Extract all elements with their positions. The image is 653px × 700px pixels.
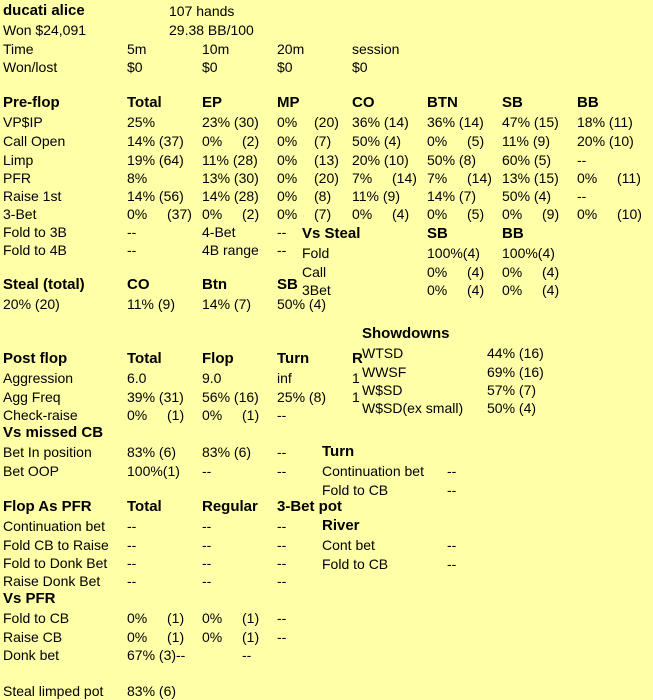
won-lost-5m: $0	[127, 59, 143, 75]
stat-count: (11)	[617, 170, 641, 186]
stat-value: 69% (16)	[487, 364, 544, 380]
stat-value: 14% (7)	[427, 188, 477, 204]
stat-value: 11% (9)	[127, 296, 175, 312]
preflop-col-ep: EP	[202, 94, 223, 111]
missed-cb-title: Vs missed CB	[3, 424, 104, 441]
stat-label: Fold to 3B	[3, 224, 67, 240]
stat-count: (1)	[167, 610, 185, 626]
stat-value: 0%	[202, 629, 223, 645]
postflop-col-flop: Flop	[202, 350, 234, 367]
flop-as-pfr-col-3bet: 3-Bet pot	[277, 498, 342, 515]
preflop-title: Pre-flop	[3, 94, 60, 111]
stat-count: (4)	[542, 264, 560, 280]
stat-label: 3Bet	[302, 282, 331, 298]
flop-as-pfr-col-regular: Regular	[202, 498, 258, 515]
stat-label: Check-raise	[3, 407, 78, 423]
stat-label: W$SD(ex small)	[362, 400, 464, 416]
stat-value: 0%	[127, 407, 148, 423]
stat-value: 14% (56)	[127, 188, 184, 204]
stat-value: 9.0	[202, 370, 222, 386]
won-lost-label: Won/lost	[3, 59, 58, 75]
stat-value: 14% (37)	[127, 133, 184, 149]
stat-value: 19% (64)	[127, 152, 184, 168]
stat-count: (1)	[242, 629, 260, 645]
stat-label: Fold to CB	[322, 556, 389, 572]
steal-title: Steal (total)	[3, 276, 85, 293]
stat-count: (4)	[392, 206, 410, 222]
stat-value: 50% (4)	[352, 133, 402, 149]
stat-value: 0%	[202, 133, 223, 149]
stat-label: Raise 1st	[3, 188, 62, 204]
stat-value: 7%	[427, 170, 448, 186]
stat-value: 0%	[127, 610, 148, 626]
stat-count: (4)	[542, 282, 560, 298]
preflop-col-btn: BTN	[427, 94, 458, 111]
time-header: Time	[3, 41, 34, 57]
stat-label: 3-Bet	[3, 206, 37, 222]
river-title: River	[322, 517, 360, 534]
stat-label: WTSD	[362, 345, 404, 361]
stat-label: Continuation bet	[3, 518, 105, 534]
stat-value: --	[277, 537, 287, 553]
stat-label: Raise CB	[3, 629, 63, 645]
time-session: session	[352, 41, 400, 57]
stat-count: (14)	[392, 170, 417, 186]
stat-value: 23% (30)	[202, 114, 259, 130]
stat-count: (1)	[242, 407, 260, 423]
stat-value: 56% (16)	[202, 389, 259, 405]
stat-value: --	[277, 610, 287, 626]
stat-count: (2)	[242, 133, 260, 149]
stat-value: --	[127, 573, 137, 589]
stat-label: Limp	[3, 152, 34, 168]
stat-label: Fold to CB	[322, 482, 389, 498]
stat-value: 0%	[427, 264, 448, 280]
stat-value: 0%	[427, 133, 448, 149]
stat-label: 4-Bet	[202, 224, 236, 240]
stat-value: --	[127, 537, 137, 553]
stat-value: 47% (15)	[502, 114, 559, 130]
stat-count: (4)	[467, 264, 485, 280]
stat-count: (8)	[314, 188, 332, 204]
vs-steal-col-sb: SB	[427, 225, 448, 242]
stat-value: --	[277, 224, 287, 240]
stat-value: 0%	[277, 170, 298, 186]
stat-value: 57% (7)	[487, 382, 537, 398]
stat-value: --	[447, 482, 457, 498]
preflop-col-mp: MP	[277, 94, 300, 111]
stat-count: (1)	[167, 407, 185, 423]
stat-value: --	[127, 242, 137, 258]
stat-value: 36% (14)	[427, 114, 484, 130]
stat-count: (5)	[467, 133, 485, 149]
stat-value: 13% (30)	[202, 170, 259, 186]
stat-value: --	[277, 242, 287, 258]
stat-label: PFR	[3, 170, 31, 186]
steal-col-sb: SB	[277, 276, 298, 293]
stat-value: --	[277, 573, 287, 589]
stat-value: 0%	[202, 407, 223, 423]
stat-value: 36% (14)	[352, 114, 409, 130]
stat-label: Fold to 4B	[3, 242, 67, 258]
stat-value: --	[202, 518, 212, 534]
stat-label: Aggression	[3, 370, 74, 386]
vs-steal-title: Vs Steal	[302, 225, 361, 242]
stat-label: Fold to CB	[3, 610, 70, 626]
stat-value: 83% (6)	[127, 683, 177, 699]
stat-value: 7%	[352, 170, 373, 186]
player-name: ducati alice	[3, 2, 85, 19]
stat-value: 1	[352, 389, 360, 405]
postflop-col-turn: Turn	[277, 350, 310, 367]
stat-count: (4)	[467, 282, 485, 298]
stat-value: 0%	[577, 170, 598, 186]
stat-value: 50% (4)	[487, 400, 537, 416]
vs-pfr-title: Vs PFR	[3, 590, 56, 607]
stat-value: 0%	[277, 114, 298, 130]
stat-value: inf	[277, 370, 292, 386]
stat-value: --	[277, 518, 287, 534]
stat-value: 0%	[202, 610, 223, 626]
stat-value: --	[447, 556, 457, 572]
stat-value: 83% (6)	[202, 444, 252, 460]
stat-value: 39% (31)	[127, 389, 184, 405]
won-lost-session: $0	[352, 59, 368, 75]
stat-value: 0%	[352, 206, 373, 222]
stat-value: --	[577, 152, 587, 168]
stat-value: --	[202, 537, 212, 553]
stat-value: 13% (15)	[502, 170, 559, 186]
won-lost-20m: $0	[277, 59, 293, 75]
stat-value: 0%	[277, 152, 298, 168]
stat-label: VP$IP	[3, 114, 43, 130]
stat-value: 0%	[127, 629, 148, 645]
stat-value: --	[127, 555, 137, 571]
postflop-col-total: Total	[127, 350, 162, 367]
stat-value: 0%	[277, 188, 298, 204]
preflop-col-co: CO	[352, 94, 375, 111]
stat-value: --	[277, 463, 287, 479]
stat-value: --	[242, 647, 252, 663]
stat-value: 0%	[277, 206, 298, 222]
stat-value: 44% (16)	[487, 345, 544, 361]
stat-value: --	[202, 555, 212, 571]
stat-value: 14% (28)	[202, 188, 259, 204]
stat-count: (7)	[314, 133, 332, 149]
stat-label: Continuation bet	[322, 463, 424, 479]
stat-value: 100%(4)	[427, 245, 480, 261]
preflop-col-bb: BB	[577, 94, 599, 111]
stat-label: Bet In position	[3, 444, 92, 460]
stat-count: (20)	[314, 114, 339, 130]
stat-value: --	[127, 224, 137, 240]
stat-value: 18% (11)	[577, 114, 633, 130]
stat-label: Raise Donk Bet	[3, 573, 101, 589]
stat-value: 0%	[427, 282, 448, 298]
stat-label: 4B range	[202, 242, 259, 258]
stat-value: --	[447, 463, 457, 479]
flop-as-pfr-col-total: Total	[127, 498, 162, 515]
stat-value: 50% (4)	[277, 296, 327, 312]
stat-value: 83% (6)	[127, 444, 177, 460]
stat-value: 0%	[502, 282, 523, 298]
stat-label: Cont bet	[322, 537, 375, 553]
stat-label: Bet OOP	[3, 463, 60, 479]
stat-count: (5)	[467, 206, 485, 222]
stat-value: --	[277, 444, 287, 460]
stat-label: Fold to Donk Bet	[3, 555, 108, 571]
postflop-col-river: R	[352, 350, 363, 367]
stat-label: Donk bet	[3, 647, 60, 663]
stat-value: 50% (8)	[427, 152, 477, 168]
stat-value: 100%(1)	[127, 463, 180, 479]
bb-per-100: 29.38 BB/100	[169, 22, 254, 38]
stat-value: 0%	[127, 206, 148, 222]
stat-value: 1	[352, 370, 360, 386]
stat-value: 11% (9)	[502, 133, 550, 149]
stat-value: 6.0	[127, 370, 147, 386]
stat-count: (7)	[314, 206, 332, 222]
stat-count: (1)	[242, 610, 260, 626]
stat-value: 0%	[202, 206, 223, 222]
stat-value: 60% (5)	[502, 152, 552, 168]
stat-value: --	[277, 629, 287, 645]
time-10m: 10m	[202, 41, 230, 57]
stat-value: 0%	[427, 206, 448, 222]
postflop-title: Post flop	[3, 350, 68, 367]
stat-value: 25%	[127, 114, 156, 130]
stat-label: Fold CB to Raise	[3, 537, 109, 553]
flop-as-pfr-title: Flop As PFR	[3, 498, 92, 515]
stat-label: Fold	[302, 245, 330, 261]
stat-value: 11% (28)	[202, 152, 258, 168]
steal-col-co: CO	[127, 276, 150, 293]
stat-value: 100%(4)	[502, 245, 555, 261]
stat-count: (2)	[242, 206, 260, 222]
stat-value: 8%	[127, 170, 148, 186]
preflop-col-sb: SB	[502, 94, 523, 111]
stat-value: 50% (4)	[502, 188, 552, 204]
stat-count: (13)	[314, 152, 339, 168]
stat-value: 0%	[277, 133, 298, 149]
stat-label: Call	[302, 264, 327, 280]
hands-count: 107 hands	[169, 3, 235, 19]
time-5m: 5m	[127, 41, 147, 57]
stat-label: Steal limped pot	[3, 683, 104, 699]
stat-value: 0%	[502, 206, 523, 222]
stat-value: --	[202, 573, 212, 589]
vs-steal-col-bb: BB	[502, 225, 524, 242]
stat-value: --	[127, 518, 137, 534]
stat-value: 11% (9)	[352, 188, 400, 204]
showdowns-title: Showdowns	[362, 325, 450, 342]
stat-value: 25% (8)	[277, 389, 327, 405]
stat-value: 14% (7)	[202, 296, 252, 312]
stat-count: (9)	[542, 206, 560, 222]
stat-value: --	[202, 463, 212, 479]
stat-value: --	[447, 537, 457, 553]
stat-value: --	[277, 407, 287, 423]
stat-value: 20% (10)	[352, 152, 409, 168]
stat-count: (14)	[467, 170, 492, 186]
stat-label: WWSF	[362, 364, 407, 380]
stat-value: 20% (10)	[577, 133, 634, 149]
stat-value: --	[277, 555, 287, 571]
stat-value: 67% (3)--	[127, 647, 186, 663]
stat-value: 0%	[502, 264, 523, 280]
won-amount: Won $24,091	[3, 22, 87, 38]
stat-value: --	[577, 188, 587, 204]
stat-count: (37)	[167, 206, 192, 222]
stat-label: Agg Freq	[3, 389, 61, 405]
time-20m: 20m	[277, 41, 305, 57]
stat-value: 0%	[577, 206, 598, 222]
turn-title: Turn	[322, 443, 355, 460]
stat-count: (1)	[167, 629, 185, 645]
stat-label: W$SD	[362, 382, 403, 398]
stat-count: (10)	[617, 206, 642, 222]
stat-label: Call Open	[3, 133, 66, 149]
preflop-col-total: Total	[127, 94, 162, 111]
stat-count: (20)	[314, 170, 339, 186]
won-lost-10m: $0	[202, 59, 218, 75]
stat-value: 20% (20)	[3, 296, 60, 312]
steal-col-btn: Btn	[202, 276, 227, 293]
